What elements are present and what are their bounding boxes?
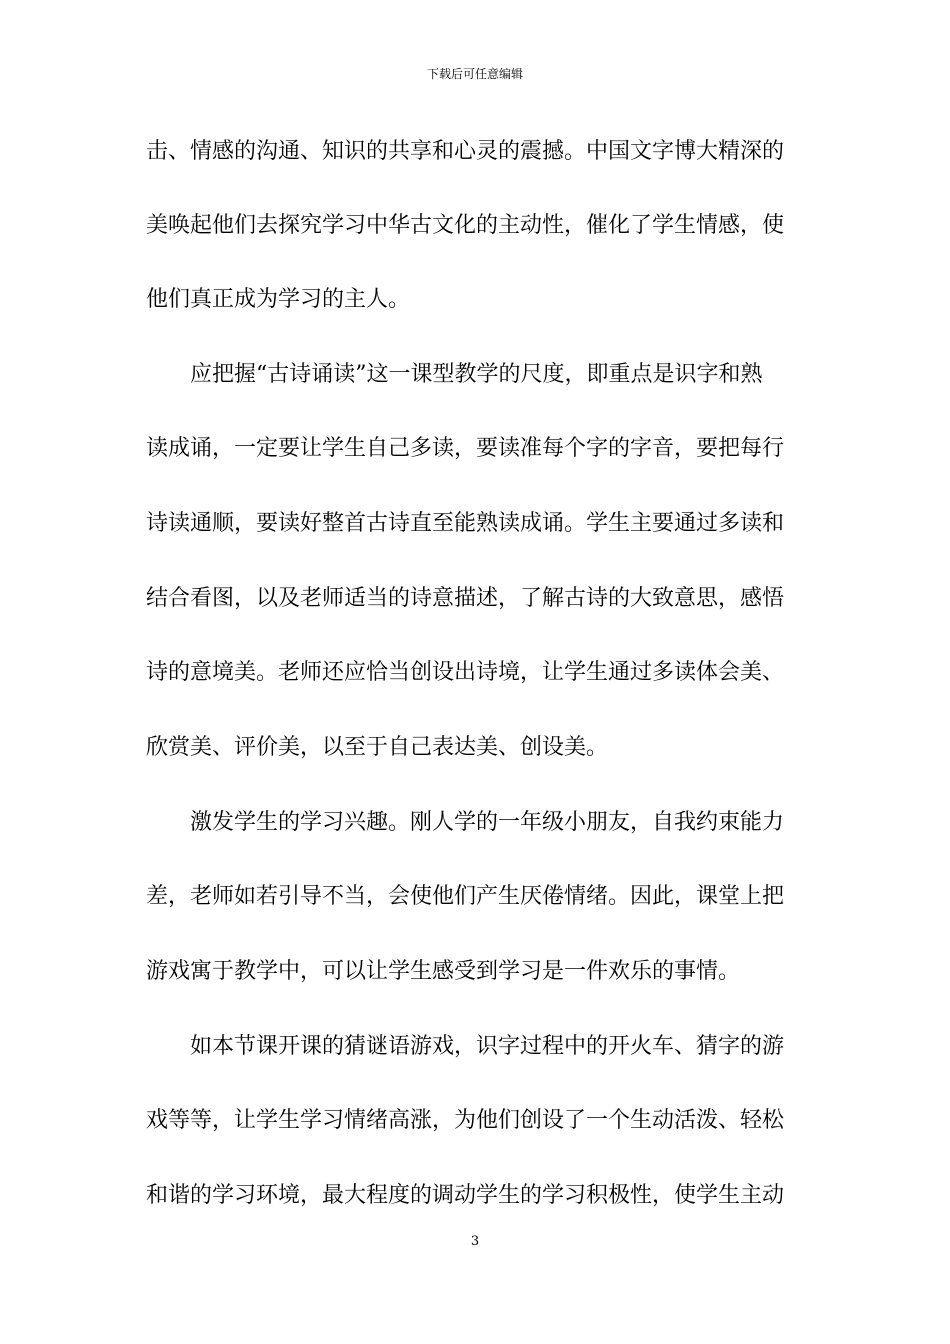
- body-text-line: 美唤起他们去探究学习中华古文化的主动性，催化了学生情感，使: [146, 213, 785, 238]
- body-text-line: 游戏寓于教学中，可以让学生感受到学习是一件欢乐的事情。: [146, 959, 741, 984]
- body-text-line: 击、情感的沟通、知识的共享和心灵的震撼。中国文字博大精深的: [146, 139, 785, 164]
- body-text-line: 诗的意境美。老师还应恰当创设出诗境，让学生通过多读体会美、: [146, 660, 785, 685]
- page-header: 下载后可任意编辑: [426, 67, 523, 81]
- body-text-line: 他们真正成为学习的主人。: [146, 287, 411, 312]
- body-text-line: 欣赏美、评价美，以至于自己表达美、创设美。: [146, 735, 609, 760]
- body-text-line: 结合看图，以及老师适当的诗意描述，了解古诗的大致意思，感悟: [146, 586, 785, 611]
- body-text-line: 和谐的学习环境，最大程度的调动学生的学习积极性，使学生主动: [146, 1183, 785, 1208]
- body-text-line: 应把握“古诗诵读”这一课型教学的尺度，即重点是识字和熟: [146, 362, 763, 387]
- body-text-line: 诗读通顺，要读好整首古诗直至能熟读成诵。学生主要通过多读和: [146, 511, 785, 536]
- body-text-line: 激发学生的学习兴趣。刚人学的一年级小朋友，自我约束能力: [146, 810, 785, 835]
- page-number: 3: [470, 1234, 480, 1249]
- body-text-line: 如本节课开课的猜谜语游戏，识字过程中的开火车、猜字的游: [146, 1034, 785, 1059]
- body-text-line: 戏等等，让学生学习情绪高涨，为他们创设了一个生动活泼、轻松: [146, 1108, 785, 1133]
- body-text-line: 读成诵，一定要让学生自己多读，要读准每个字的字音，要把每行: [146, 436, 785, 461]
- body-text-line: 差，老师如若引导不当，会使他们产生厌倦情绪。因此，课堂上把: [146, 884, 785, 909]
